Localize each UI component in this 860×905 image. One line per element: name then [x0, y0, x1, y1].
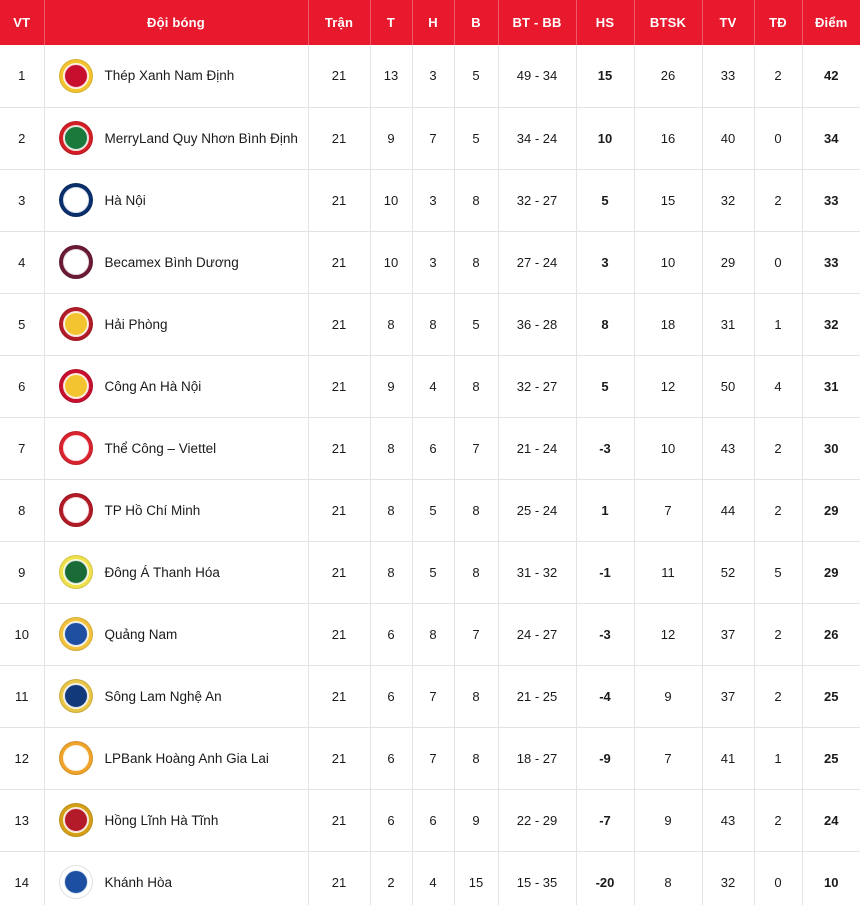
cell-yellow-cards: 32 — [702, 169, 754, 231]
cell-goals: 31 - 32 — [498, 541, 576, 603]
cell-yellow-cards: 33 — [702, 45, 754, 107]
cell-red-cards: 2 — [754, 417, 802, 479]
cell-goal-difference: 5 — [576, 169, 634, 231]
cell-draws: 7 — [412, 727, 454, 789]
cell-wins: 6 — [370, 789, 412, 851]
cell-played: 21 — [308, 603, 370, 665]
cell-rank: 8 — [0, 479, 44, 541]
cell-goal-difference: 5 — [576, 355, 634, 417]
cell-btsk: 18 — [634, 293, 702, 355]
team-wrapper — [45, 617, 308, 651]
table-row[interactable] — [0, 727, 860, 789]
cell-btsk: 15 — [634, 169, 702, 231]
cell-draws: 5 — [412, 479, 454, 541]
cell-btsk: 10 — [634, 417, 702, 479]
cell-points: 26 — [802, 603, 860, 665]
cell-btsk: 7 — [634, 727, 702, 789]
cell-team[interactable] — [44, 789, 308, 851]
cell-goal-difference: -4 — [576, 665, 634, 727]
cell-yellow-cards: 50 — [702, 355, 754, 417]
cell-team[interactable] — [44, 355, 308, 417]
cell-goals: 36 - 28 — [498, 293, 576, 355]
cell-goal-difference: -7 — [576, 789, 634, 851]
cell-yellow-cards: 43 — [702, 789, 754, 851]
cell-draws: 4 — [412, 851, 454, 905]
cell-btsk: 16 — [634, 107, 702, 169]
cell-losses: 8 — [454, 231, 498, 293]
team-wrapper — [45, 741, 308, 775]
cell-losses: 9 — [454, 789, 498, 851]
cell-team[interactable] — [44, 727, 308, 789]
cell-points: 42 — [802, 45, 860, 107]
club-crest-icon — [59, 865, 93, 899]
cell-played: 21 — [308, 541, 370, 603]
cell-btsk: 26 — [634, 45, 702, 107]
cell-rank: 4 — [0, 231, 44, 293]
cell-btsk: 12 — [634, 355, 702, 417]
cell-losses: 7 — [454, 417, 498, 479]
cell-losses: 8 — [454, 479, 498, 541]
cell-goal-difference: -3 — [576, 417, 634, 479]
cell-yellow-cards: 31 — [702, 293, 754, 355]
column-header-btsk[interactable]: BTSK — [634, 0, 702, 45]
table-row[interactable] — [0, 851, 860, 905]
table-row[interactable] — [0, 293, 860, 355]
team-name: Hồng Lĩnh Hà Tĩnh — [104, 812, 219, 828]
cell-played: 21 — [308, 727, 370, 789]
cell-red-cards: 1 — [754, 293, 802, 355]
cell-red-cards: 2 — [754, 45, 802, 107]
cell-goals: 32 - 27 — [498, 355, 576, 417]
cell-goal-difference: -3 — [576, 603, 634, 665]
cell-yellow-cards: 43 — [702, 417, 754, 479]
column-header-h[interactable]: H — [412, 0, 454, 45]
cell-wins: 10 — [370, 231, 412, 293]
club-crest-icon — [59, 183, 93, 217]
cell-team[interactable] — [44, 851, 308, 905]
cell-btsk: 12 — [634, 603, 702, 665]
cell-yellow-cards: 41 — [702, 727, 754, 789]
cell-goals: 24 - 27 — [498, 603, 576, 665]
cell-played: 21 — [308, 169, 370, 231]
table-row[interactable] — [0, 665, 860, 727]
club-crest-icon — [59, 59, 93, 93]
team-name: Thể Công – Viettel — [104, 440, 217, 456]
team-name: Quảng Nam — [104, 626, 178, 642]
table-row[interactable] — [0, 789, 860, 851]
team-wrapper — [45, 121, 308, 155]
cell-rank: 14 — [0, 851, 44, 905]
team-wrapper — [45, 59, 308, 93]
team-name: Công An Hà Nội — [104, 378, 202, 394]
cell-team[interactable] — [44, 417, 308, 479]
cell-btsk: 10 — [634, 231, 702, 293]
cell-points: 25 — [802, 665, 860, 727]
cell-red-cards: 0 — [754, 851, 802, 905]
cell-draws: 3 — [412, 231, 454, 293]
cell-goal-difference: 10 — [576, 107, 634, 169]
cell-wins: 8 — [370, 293, 412, 355]
cell-red-cards: 1 — [754, 727, 802, 789]
cell-red-cards: 5 — [754, 541, 802, 603]
cell-goals: 21 - 25 — [498, 665, 576, 727]
team-name: Sông Lam Nghệ An — [104, 688, 222, 704]
cell-goal-difference: 1 — [576, 479, 634, 541]
cell-team[interactable] — [44, 603, 308, 665]
cell-losses: 5 — [454, 107, 498, 169]
club-crest-icon — [59, 741, 93, 775]
cell-team[interactable] — [44, 541, 308, 603]
cell-goals: 27 - 24 — [498, 231, 576, 293]
column-header-td[interactable]: TĐ — [754, 0, 802, 45]
cell-goal-difference: 15 — [576, 45, 634, 107]
table-row[interactable] — [0, 417, 860, 479]
table-row[interactable] — [0, 107, 860, 169]
cell-red-cards: 4 — [754, 355, 802, 417]
cell-goals: 15 - 35 — [498, 851, 576, 905]
cell-rank: 3 — [0, 169, 44, 231]
cell-team[interactable] — [44, 45, 308, 107]
table-row[interactable] — [0, 169, 860, 231]
team-name: TP Hồ Chí Minh — [104, 502, 201, 518]
cell-goal-difference: 3 — [576, 231, 634, 293]
cell-wins: 2 — [370, 851, 412, 905]
cell-team[interactable] — [44, 665, 308, 727]
cell-points: 24 — [802, 789, 860, 851]
column-header-b[interactable]: B — [454, 0, 498, 45]
cell-losses: 8 — [454, 355, 498, 417]
table-row[interactable] — [0, 541, 860, 603]
cell-points: 32 — [802, 293, 860, 355]
team-name: Đông Á Thanh Hóa — [104, 564, 220, 580]
cell-goals: 34 - 24 — [498, 107, 576, 169]
cell-played: 21 — [308, 479, 370, 541]
cell-team[interactable] — [44, 231, 308, 293]
cell-draws: 7 — [412, 107, 454, 169]
column-header-vt[interactable]: VT — [0, 0, 44, 45]
cell-draws: 3 — [412, 45, 454, 107]
column-header-btbb[interactable]: BT - BB — [498, 0, 576, 45]
cell-rank: 10 — [0, 603, 44, 665]
team-name: Hà Nội — [104, 192, 146, 208]
team-name: Thép Xanh Nam Định — [104, 68, 235, 84]
cell-losses: 7 — [454, 603, 498, 665]
team-name: Becamex Bình Dương — [104, 254, 239, 270]
cell-rank: 13 — [0, 789, 44, 851]
cell-goals: 49 - 34 — [498, 45, 576, 107]
cell-goal-difference: -20 — [576, 851, 634, 905]
cell-losses: 15 — [454, 851, 498, 905]
team-wrapper — [45, 245, 308, 279]
cell-draws: 6 — [412, 789, 454, 851]
cell-losses: 8 — [454, 665, 498, 727]
cell-losses: 8 — [454, 541, 498, 603]
club-crest-icon — [59, 369, 93, 403]
cell-points: 33 — [802, 231, 860, 293]
cell-rank: 11 — [0, 665, 44, 727]
cell-points: 33 — [802, 169, 860, 231]
cell-team[interactable] — [44, 107, 308, 169]
cell-yellow-cards: 37 — [702, 603, 754, 665]
cell-wins: 6 — [370, 603, 412, 665]
cell-wins: 9 — [370, 107, 412, 169]
cell-played: 21 — [308, 665, 370, 727]
cell-goals: 25 - 24 — [498, 479, 576, 541]
cell-btsk: 9 — [634, 789, 702, 851]
cell-team[interactable] — [44, 169, 308, 231]
cell-btsk: 8 — [634, 851, 702, 905]
table-header — [0, 0, 860, 45]
cell-red-cards: 2 — [754, 169, 802, 231]
cell-red-cards: 2 — [754, 603, 802, 665]
header-row — [0, 0, 860, 45]
cell-team[interactable] — [44, 479, 308, 541]
table-row[interactable] — [0, 45, 860, 107]
team-name: MerryLand Quy Nhơn Bình Định — [104, 130, 298, 146]
team-wrapper — [45, 679, 308, 713]
cell-red-cards: 2 — [754, 665, 802, 727]
cell-yellow-cards: 52 — [702, 541, 754, 603]
cell-draws: 5 — [412, 541, 454, 603]
cell-rank: 5 — [0, 293, 44, 355]
club-crest-icon — [59, 617, 93, 651]
club-crest-icon — [59, 431, 93, 465]
cell-played: 21 — [308, 107, 370, 169]
cell-played: 21 — [308, 355, 370, 417]
cell-losses: 5 — [454, 45, 498, 107]
cell-played: 21 — [308, 293, 370, 355]
cell-rank: 9 — [0, 541, 44, 603]
cell-played: 21 — [308, 851, 370, 905]
cell-rank: 7 — [0, 417, 44, 479]
cell-wins: 6 — [370, 727, 412, 789]
team-wrapper — [45, 493, 308, 527]
club-crest-icon — [59, 245, 93, 279]
cell-goals: 32 - 27 — [498, 169, 576, 231]
club-crest-icon — [59, 555, 93, 589]
cell-draws: 8 — [412, 293, 454, 355]
team-wrapper — [45, 865, 308, 899]
cell-btsk: 7 — [634, 479, 702, 541]
column-header-team[interactable]: Đội bóng — [44, 0, 308, 45]
cell-draws: 3 — [412, 169, 454, 231]
cell-goal-difference: -9 — [576, 727, 634, 789]
cell-btsk: 9 — [634, 665, 702, 727]
team-name: Khánh Hòa — [104, 874, 173, 890]
cell-losses: 5 — [454, 293, 498, 355]
cell-team[interactable] — [44, 293, 308, 355]
cell-losses: 8 — [454, 169, 498, 231]
cell-yellow-cards: 29 — [702, 231, 754, 293]
cell-btsk: 11 — [634, 541, 702, 603]
cell-losses: 8 — [454, 727, 498, 789]
cell-red-cards: 2 — [754, 789, 802, 851]
cell-played: 21 — [308, 45, 370, 107]
cell-wins: 6 — [370, 665, 412, 727]
cell-played: 21 — [308, 417, 370, 479]
table-row[interactable] — [0, 479, 860, 541]
cell-rank: 2 — [0, 107, 44, 169]
column-header-hs[interactable]: HS — [576, 0, 634, 45]
column-header-t[interactable]: T — [370, 0, 412, 45]
team-name: Hải Phòng — [104, 316, 168, 332]
cell-points: 25 — [802, 727, 860, 789]
club-crest-icon — [59, 803, 93, 837]
team-wrapper — [45, 183, 308, 217]
team-name: LPBank Hoàng Anh Gia Lai — [104, 750, 269, 766]
table-row[interactable] — [0, 355, 860, 417]
cell-goals: 22 - 29 — [498, 789, 576, 851]
cell-wins: 8 — [370, 417, 412, 479]
club-crest-icon — [59, 493, 93, 527]
cell-draws: 7 — [412, 665, 454, 727]
team-wrapper — [45, 803, 308, 837]
cell-points: 29 — [802, 541, 860, 603]
cell-wins: 8 — [370, 479, 412, 541]
team-wrapper — [45, 369, 308, 403]
table-row[interactable] — [0, 603, 860, 665]
table-body — [0, 45, 860, 905]
cell-draws: 4 — [412, 355, 454, 417]
cell-goal-difference: 8 — [576, 293, 634, 355]
cell-wins: 10 — [370, 169, 412, 231]
cell-wins: 9 — [370, 355, 412, 417]
cell-yellow-cards: 37 — [702, 665, 754, 727]
club-crest-icon — [59, 121, 93, 155]
cell-draws: 6 — [412, 417, 454, 479]
club-crest-icon — [59, 679, 93, 713]
cell-rank: 12 — [0, 727, 44, 789]
team-wrapper — [45, 555, 308, 589]
cell-wins: 13 — [370, 45, 412, 107]
cell-draws: 8 — [412, 603, 454, 665]
column-header-tv[interactable]: TV — [702, 0, 754, 45]
cell-yellow-cards: 44 — [702, 479, 754, 541]
team-wrapper — [45, 307, 308, 341]
cell-rank: 1 — [0, 45, 44, 107]
cell-wins: 8 — [370, 541, 412, 603]
cell-points: 31 — [802, 355, 860, 417]
cell-goals: 18 - 27 — [498, 727, 576, 789]
cell-points: 29 — [802, 479, 860, 541]
cell-rank: 6 — [0, 355, 44, 417]
club-crest-icon — [59, 307, 93, 341]
column-header-diem[interactable]: Điểm — [802, 0, 860, 45]
team-wrapper — [45, 431, 308, 465]
cell-points: 34 — [802, 107, 860, 169]
cell-red-cards: 0 — [754, 231, 802, 293]
cell-goal-difference: -1 — [576, 541, 634, 603]
cell-yellow-cards: 32 — [702, 851, 754, 905]
table-row[interactable] — [0, 231, 860, 293]
cell-red-cards: 0 — [754, 107, 802, 169]
column-header-tran[interactable]: Trận — [308, 0, 370, 45]
cell-played: 21 — [308, 789, 370, 851]
cell-red-cards: 2 — [754, 479, 802, 541]
cell-yellow-cards: 40 — [702, 107, 754, 169]
cell-goals: 21 - 24 — [498, 417, 576, 479]
cell-points: 10 — [802, 851, 860, 905]
cell-points: 30 — [802, 417, 860, 479]
cell-played: 21 — [308, 231, 370, 293]
